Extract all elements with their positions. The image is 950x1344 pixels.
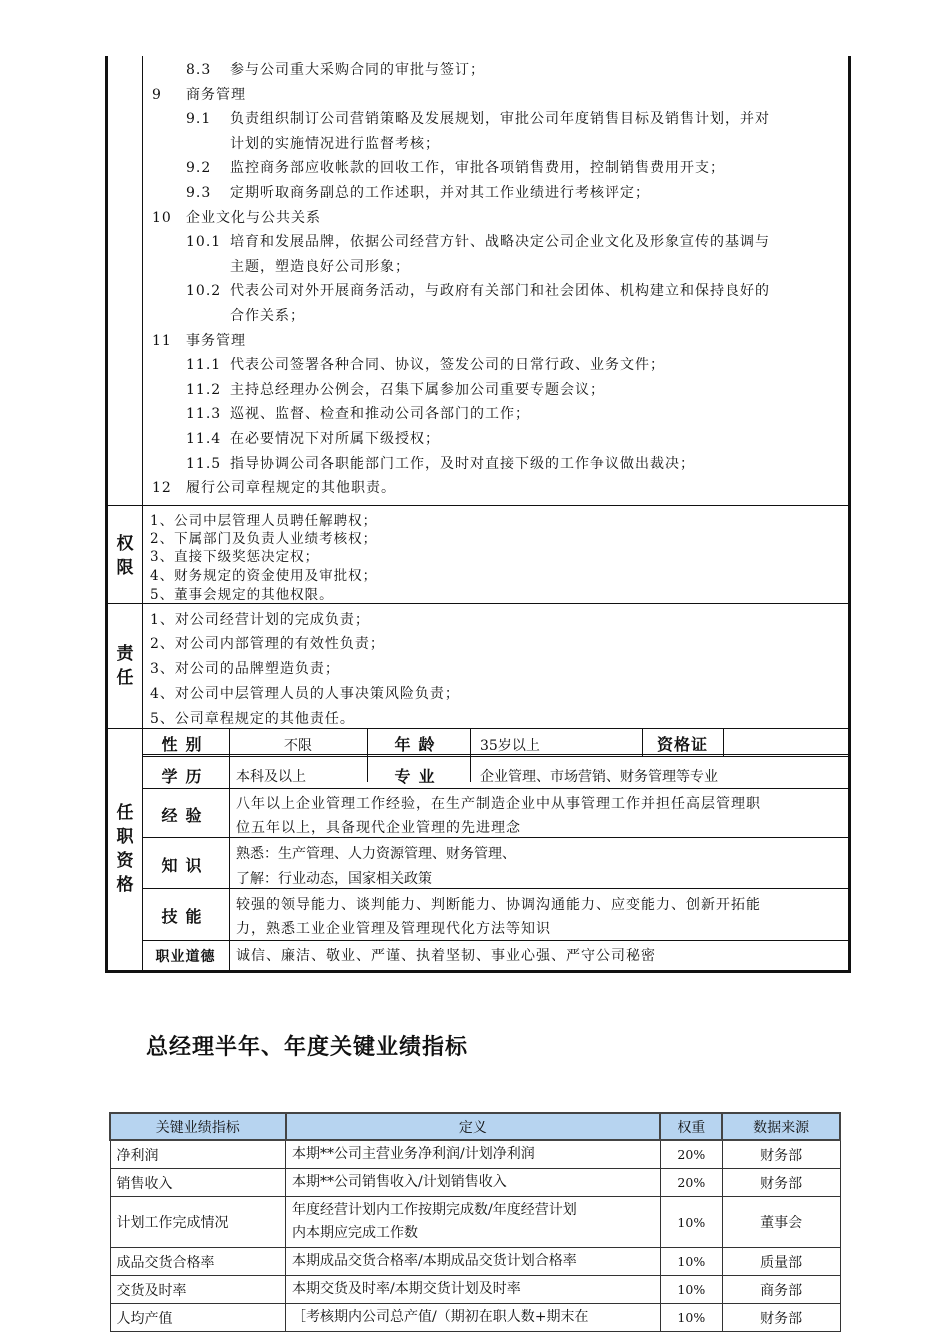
kpi-definition-line: 本期**公司主营业务净利润/计划净利润 xyxy=(292,1146,535,1162)
age-label: 年龄 xyxy=(394,735,443,754)
authority-item: 1、公司中层管理人员聘任解聘权； xyxy=(150,513,378,529)
kpi-name: 计划工作完成情况 xyxy=(110,1197,286,1248)
divider xyxy=(108,728,848,729)
kpi-source: 质量部 xyxy=(722,1248,840,1276)
grid-line xyxy=(142,788,848,789)
kpi-header-cell: 定义 xyxy=(286,1113,661,1140)
responsibility-item: 4、对公司中层管理人员的人事决策风险负责； xyxy=(150,686,460,702)
duty-text: 代表公司对外开展商务活动，与政府有关部门和社会团体、机构建立和保持良好的 xyxy=(230,283,770,300)
kpi-definition-line: 本期成品交货合格率/本期成品交货计划合格率 xyxy=(292,1253,577,1269)
duty-item xyxy=(152,330,246,350)
duty-item xyxy=(152,477,396,497)
duty-text: 培育和发展品牌，依据公司经营方针、战略决定公司企业文化及形象宣传的基调与 xyxy=(230,234,770,251)
grid-line xyxy=(142,837,848,838)
kpi-definition xyxy=(286,1304,661,1332)
authority-item: 3、直接下级奖惩决定权； xyxy=(150,549,320,565)
kpi-weight: 20% xyxy=(660,1140,722,1169)
duty-text: 主持总经理办公例会，召集下属参加公司重要专题会议； xyxy=(230,381,605,398)
kpi-weight: 10% xyxy=(660,1276,722,1304)
grid-line xyxy=(142,940,848,941)
duty-item xyxy=(186,403,530,423)
qualification-label: 任 职 资 格 xyxy=(116,803,134,895)
duty-text: 履行公司章程规定的其他职责。 xyxy=(186,480,396,497)
kpi-row xyxy=(110,1248,840,1276)
duty-item xyxy=(186,182,650,202)
divider xyxy=(108,603,848,604)
kpi-weight: 10% xyxy=(660,1304,722,1332)
knowledge-line: 了解：行业动态，国家相关政策 xyxy=(236,871,432,887)
duty-number: 11.3 xyxy=(186,406,222,423)
kpi-name: 交货及时率 xyxy=(110,1276,286,1304)
duty-text: 参与公司重大采购合同的审批与签订； xyxy=(230,62,485,78)
kpi-header-cell: 关键业绩指标 xyxy=(110,1113,286,1140)
experience-label: 经验 xyxy=(161,806,210,825)
kpi-definition xyxy=(286,1169,661,1197)
skills-line: 力，熟悉工业企业管理及管理现代化方法等知识 xyxy=(236,921,551,937)
duty-item xyxy=(152,84,246,104)
kpi-row xyxy=(110,1276,840,1304)
grid-line xyxy=(470,728,471,782)
kpi-definition-line: 本期交货及时率/本期交货计划及时率 xyxy=(292,1281,521,1297)
duty-text: 商务管理 xyxy=(186,86,246,103)
knowledge-line: 熟悉：生产管理、人力资源管理、财务管理、 xyxy=(236,846,516,862)
kpi-name: 成品交货合格率 xyxy=(110,1248,286,1276)
duty-item xyxy=(186,453,695,473)
duty-number: 9.3 xyxy=(186,185,212,201)
age-value: 35岁以上 xyxy=(480,738,540,754)
kpi-definition-line: 年度经营计划内工作按期完成数/年度经营计划 xyxy=(292,1202,577,1218)
gender-value: 不限 xyxy=(284,738,312,754)
duty-item xyxy=(186,379,605,399)
duty-text: 负责组织制订公司营销策略及发展规划，审批公司年度销售目标及销售计划，并对 xyxy=(230,111,770,128)
kpi-heading: 总经理半年、年度关键业绩指标 xyxy=(146,1035,469,1060)
grid-line xyxy=(142,756,848,757)
kpi-name: 人均产值 xyxy=(110,1304,286,1332)
duty-number: 11 xyxy=(152,332,172,349)
major-value: 企业管理、市场营销、财务管理等专业 xyxy=(480,769,718,785)
duty-item xyxy=(186,157,725,177)
kpi-definition-line: 内本期应完成工作数 xyxy=(292,1225,418,1241)
grid-line xyxy=(142,888,848,889)
responsibility-label: 责 任 xyxy=(116,644,134,688)
duty-item xyxy=(186,428,440,448)
responsibility-item: 5、公司章程规定的其他责任。 xyxy=(150,711,355,727)
duty-text: 巡视、监督、检查和推动公司各部门的工作； xyxy=(230,406,530,423)
duty-text: 在必要情况下对所属下级授权； xyxy=(230,431,440,447)
certificate-label: 资格证 xyxy=(656,735,708,754)
kpi-header-row xyxy=(110,1113,840,1140)
ethics-label: 职业道德 xyxy=(155,949,216,965)
kpi-row xyxy=(110,1169,840,1197)
ethics-value: 诚信、廉洁、敬业、严谨、执着坚韧、事业心强、严守公司秘密 xyxy=(236,948,656,964)
grid-line xyxy=(723,728,724,756)
authority-item: 2、下属部门及负责人业绩考核权； xyxy=(150,531,378,547)
kpi-source: 财务部 xyxy=(722,1169,840,1197)
kpi-header-cell: 权重 xyxy=(660,1113,722,1140)
kpi-source: 董事会 xyxy=(722,1197,840,1248)
duty-number: 11.2 xyxy=(186,381,222,398)
duty-item xyxy=(186,108,770,128)
duty-number: 12 xyxy=(152,480,172,497)
duty-number: 10.1 xyxy=(186,234,222,251)
education-value: 本科及以上 xyxy=(236,769,306,785)
kpi-definition xyxy=(286,1197,661,1248)
duty-text: 事务管理 xyxy=(186,332,246,349)
kpi-header-cell: 数据来源 xyxy=(722,1113,840,1140)
kpi-table xyxy=(109,1112,841,1332)
kpi-weight: 10% xyxy=(660,1197,722,1248)
duty-item xyxy=(186,231,770,251)
authority-label: 权 限 xyxy=(116,534,134,578)
authority-item: 4、财务规定的资金使用及审批权； xyxy=(150,568,378,584)
kpi-weight: 20% xyxy=(660,1169,722,1197)
authority-item: 5、董事会规定的其他权限。 xyxy=(150,587,334,603)
grid-line xyxy=(229,728,230,970)
duty-text: 代表公司签署各种合同、协议，签发公司的日常行政、业务文件； xyxy=(230,357,665,374)
experience-line: 位五年以上，具备现代企业管理的先进理念 xyxy=(236,820,521,836)
kpi-definition-line: ［考核期内公司总产值/（期初在职人数+期末在 xyxy=(292,1309,589,1325)
duty-number: 10.2 xyxy=(186,283,222,300)
kpi-row xyxy=(110,1197,840,1248)
duty-item xyxy=(152,207,321,227)
responsibility-item: 1、对公司经营计划的完成负责； xyxy=(150,612,370,628)
duty-text: 指导协调公司各职能部门工作，及时对直接下级的工作争议做出裁决； xyxy=(230,455,695,472)
duty-number: 9 xyxy=(152,86,162,103)
kpi-table-body xyxy=(110,1140,840,1332)
duty-number: 11.1 xyxy=(186,357,222,374)
duty-text: 定期听取商务副总的工作述职，并对其工作业绩进行考核评定； xyxy=(230,185,650,201)
duty-number: 8.3 xyxy=(186,62,212,78)
kpi-name: 净利润 xyxy=(110,1140,286,1169)
kpi-row xyxy=(110,1140,840,1169)
kpi-definition xyxy=(286,1140,661,1169)
duty-number: 9.2 xyxy=(186,160,212,177)
responsibility-item: 3、对公司的品牌塑造负责； xyxy=(150,661,340,677)
gender-label: 性别 xyxy=(161,735,210,754)
kpi-source: 财务部 xyxy=(722,1140,840,1169)
skills-label: 技能 xyxy=(161,907,210,926)
major-label: 专业 xyxy=(394,767,443,786)
duty-number: 10 xyxy=(152,209,172,226)
kpi-definition xyxy=(286,1248,661,1276)
divider xyxy=(108,505,848,506)
kpi-source: 财务部 xyxy=(722,1304,840,1332)
responsibility-item: 2、对公司内部管理的有效性负责； xyxy=(150,636,385,652)
duty-item xyxy=(186,59,485,79)
duty-number: 9.1 xyxy=(186,111,212,128)
duty-text: 企业文化与公共关系 xyxy=(186,209,321,226)
duty-text-continued: 计划的实施情况进行监督考核； xyxy=(230,135,440,152)
kpi-source: 商务部 xyxy=(722,1276,840,1304)
kpi-name: 销售收入 xyxy=(110,1169,286,1197)
duty-number: 11.5 xyxy=(186,455,222,472)
kpi-definition xyxy=(286,1276,661,1304)
duty-text-continued: 主题，塑造良好公司形象； xyxy=(230,258,410,275)
experience-line: 八年以上企业管理工作经验，在生产制造企业中从事管理工作并担任高层管理职 xyxy=(236,796,761,812)
knowledge-label: 知识 xyxy=(161,856,210,875)
duty-number: 11.4 xyxy=(186,431,222,447)
job-description-table xyxy=(105,56,851,973)
duty-item xyxy=(186,354,665,374)
kpi-row xyxy=(110,1304,840,1332)
kpi-definition-line: 本期**公司销售收入/计划销售收入 xyxy=(292,1174,507,1190)
kpi-weight: 10% xyxy=(660,1248,722,1276)
duty-text-continued: 合作关系； xyxy=(230,308,305,324)
education-label: 学历 xyxy=(161,767,210,786)
skills-line: 较强的领导能力、谈判能力、判断能力、协调沟通能力、应变能力、创新开拓能 xyxy=(236,897,761,913)
duty-item xyxy=(186,280,770,300)
duty-text: 监控商务部应收帐款的回收工作，审批各项销售费用，控制销售费用开支； xyxy=(230,160,725,177)
